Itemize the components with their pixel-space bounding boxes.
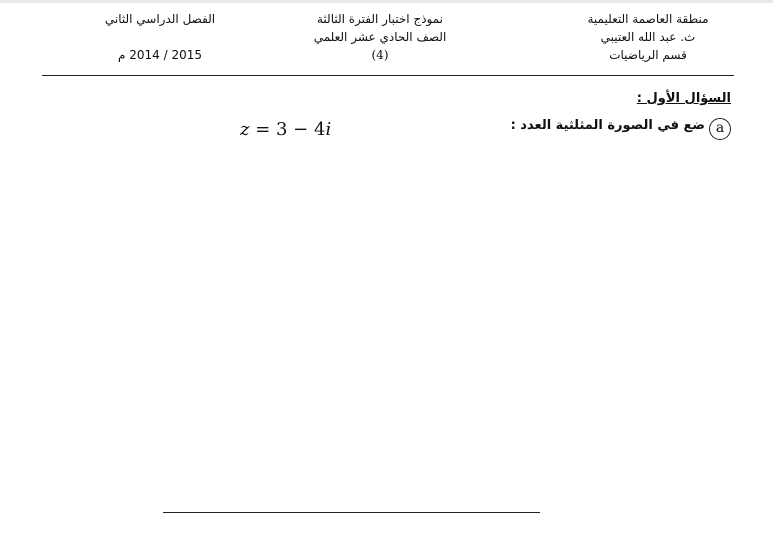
header-district: منطقة العاصمة التعليمية (587, 12, 709, 26)
math-variable: z (240, 119, 250, 140)
header-school-info (548, 10, 748, 64)
question-instruction: ضع في الصورة المثلثية العدد : (510, 118, 705, 133)
header-exam-info (270, 10, 490, 64)
header-exam-number: (4) (371, 48, 389, 62)
header-teacher: ث. عبد الله العتيبي (600, 30, 696, 44)
header-divider (42, 75, 734, 76)
header-term-info (60, 10, 260, 64)
footer-divider (163, 512, 540, 513)
part-label-badge: a (709, 118, 731, 140)
math-imaginary-unit: i (325, 119, 332, 140)
header-term: الفصل الدراسي الثاني (104, 12, 216, 26)
question-expression (240, 118, 331, 142)
header-grade: الصف الحادي عشر العلمي (313, 30, 447, 44)
math-expression: = 3 − 4 (249, 119, 326, 140)
top-band (0, 0, 773, 3)
header-year: 2015 / 2014 م (117, 48, 202, 62)
header-exam-title: نموذج اختبار الفترة الثالثة (316, 12, 444, 26)
question-title: السؤال الأول : (636, 91, 731, 106)
header-department: قسم الرياضيات (609, 48, 687, 62)
